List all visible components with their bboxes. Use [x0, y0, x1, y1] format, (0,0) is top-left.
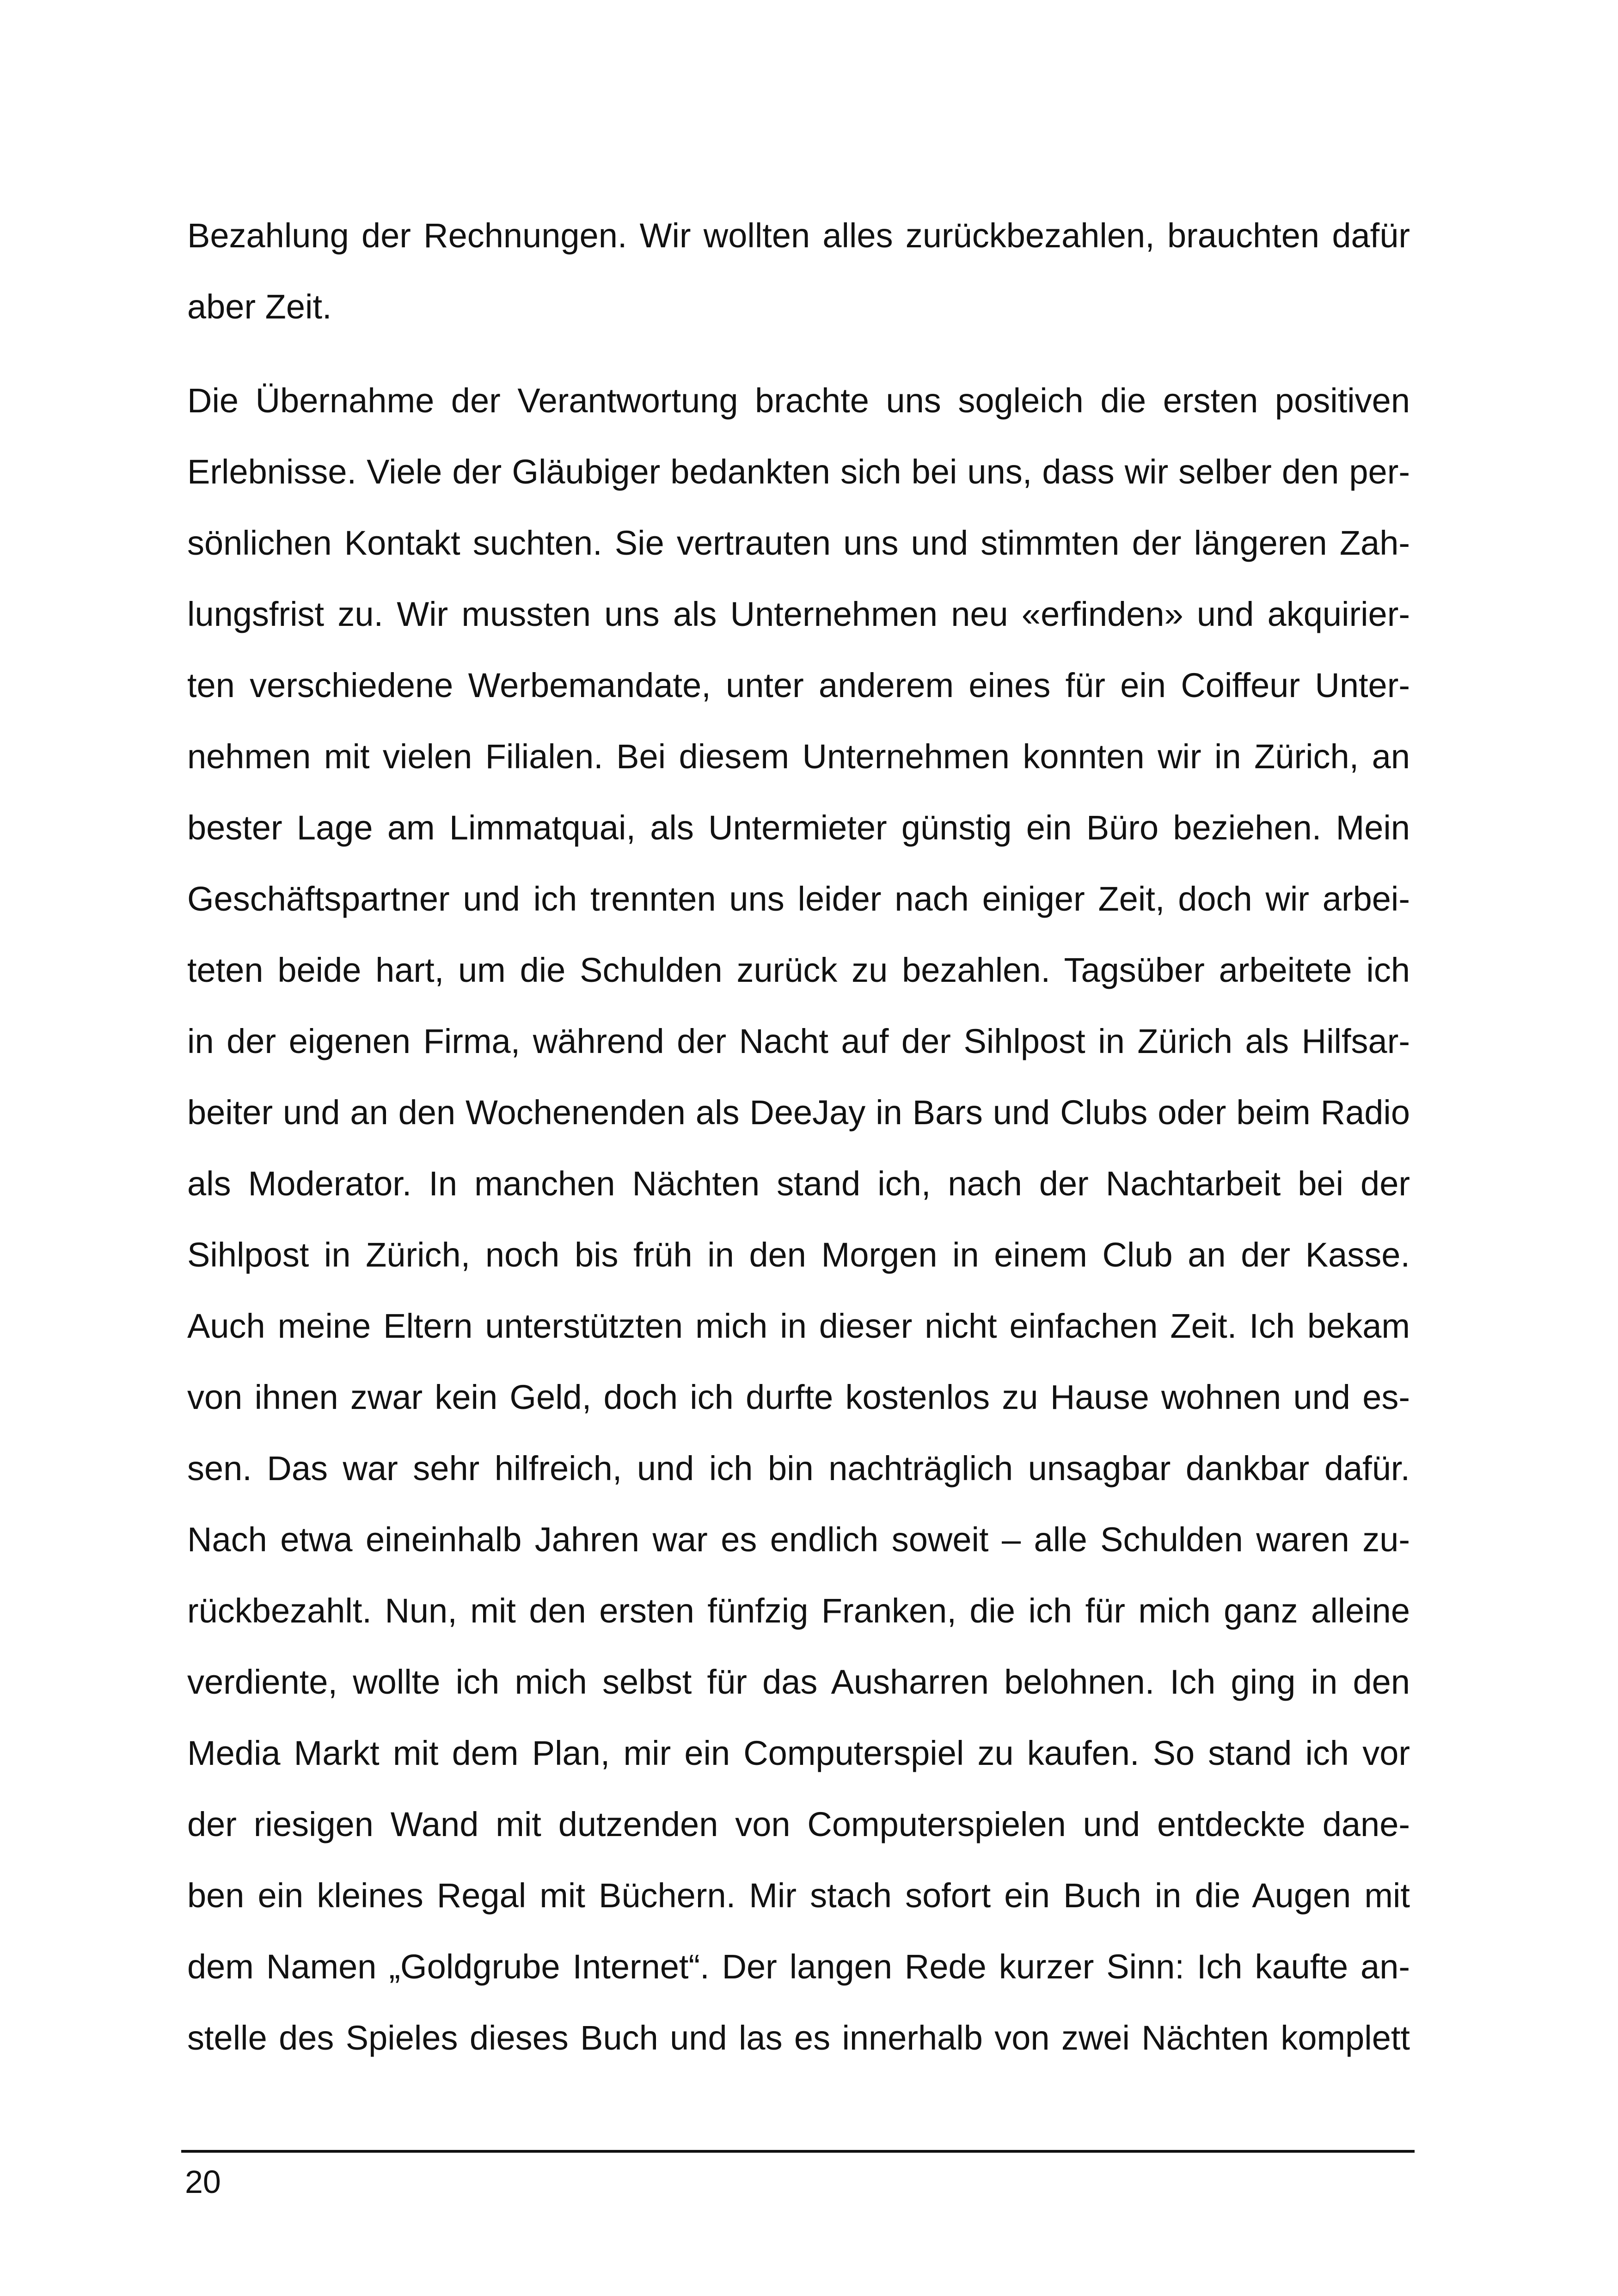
- page-number: 20: [185, 2164, 221, 2200]
- text-line: Auch meine Eltern unterstützten mich in dieser nicht einfachen Zeit. Ich bekam: [187, 1307, 1410, 1345]
- text-line: verdiente, wollte ich mich selbst für das Ausharren belohnen. Ich ging in den: [187, 1663, 1410, 1701]
- text-line: sen. Das war sehr hilfreich, und ich bin nachträglich unsagbar dankbar dafür.: [187, 1449, 1410, 1488]
- text-line: in der eigenen Firma, während der Nacht auf der Sihlpost in Zürich als Hilfsar-: [187, 1022, 1410, 1060]
- text-line: lungsfrist zu. Wir mussten uns als Unternehmen neu «erfinden» und akquirier-: [187, 595, 1410, 633]
- text-line: aber Zeit.: [187, 288, 332, 326]
- text-line: teten beide hart, um die Schulden zurück zu bezahlen. Tagsüber arbeitete ich: [187, 951, 1410, 989]
- footer-divider: [181, 2150, 1415, 2153]
- text-line: beiter und an den Wochenenden als DeeJay in Bars und Clubs oder beim Radio: [187, 1093, 1410, 1132]
- text-line: stelle des Spieles dieses Buch und las es innerhalb von zwei Nächten komplett: [187, 2019, 1410, 2057]
- text-line: Geschäftspartner und ich trennten uns leider nach einiger Zeit, doch wir arbei-: [187, 880, 1410, 918]
- text-line: rückbezahlt. Nun, mit den ersten fünfzig Franken, die ich für mich ganz alleine: [187, 1592, 1410, 1630]
- text-line: der riesigen Wand mit dutzenden von Computerspielen und entdeckte dane-: [187, 1805, 1410, 1843]
- text-line: bester Lage am Limmatquai, als Untermieter günstig ein Büro beziehen. Mein: [187, 808, 1410, 847]
- text-line: Bezahlung der Rechnungen. Wir wollten alles zurückbezahlen, brauchten dafür: [187, 216, 1410, 255]
- text-line: sönlichen Kontakt suchten. Sie vertrauten uns und stimmten der längeren Zah-: [187, 524, 1410, 562]
- text-line: Media Markt mit dem Plan, mir ein Computerspiel zu kaufen. So stand ich vor: [187, 1734, 1410, 1772]
- text-line: Erlebnisse. Viele der Gläubiger bedankten sich bei uns, dass wir selber den per-: [187, 453, 1410, 491]
- text-line: nehmen mit vielen Filialen. Bei diesem Unternehmen konnten wir in Zürich, an: [187, 737, 1410, 776]
- text-line: ben ein kleines Regal mit Büchern. Mir stach sofort ein Buch in die Augen mit: [187, 1876, 1410, 1915]
- paragraph-1: [187, 200, 1410, 343]
- paragraph-2: [187, 365, 1410, 2074]
- text-line: von ihnen zwar kein Geld, doch ich durfte kostenlos zu Hause wohnen und es-: [187, 1378, 1410, 1416]
- text-line: als Moderator. In manchen Nächten stand ich, nach der Nachtarbeit bei der: [187, 1164, 1410, 1203]
- text-line: dem Namen „Goldgrube Internet“. Der langen Rede kurzer Sinn: Ich kaufte an-: [187, 1947, 1410, 1986]
- text-line: Die Übernahme der Verantwortung brachte uns sogleich die ersten positiven: [187, 381, 1410, 420]
- text-line: ten verschiedene Werbemandate, unter anderem eines für ein Coiffeur Unter-: [187, 666, 1410, 704]
- text-line: Nach etwa eineinhalb Jahren war es endlich soweit – alle Schulden waren zu-: [187, 1520, 1410, 1559]
- text-line: Sihlpost in Zürich, noch bis früh in den Morgen in einem Club an der Kasse.: [187, 1236, 1410, 1274]
